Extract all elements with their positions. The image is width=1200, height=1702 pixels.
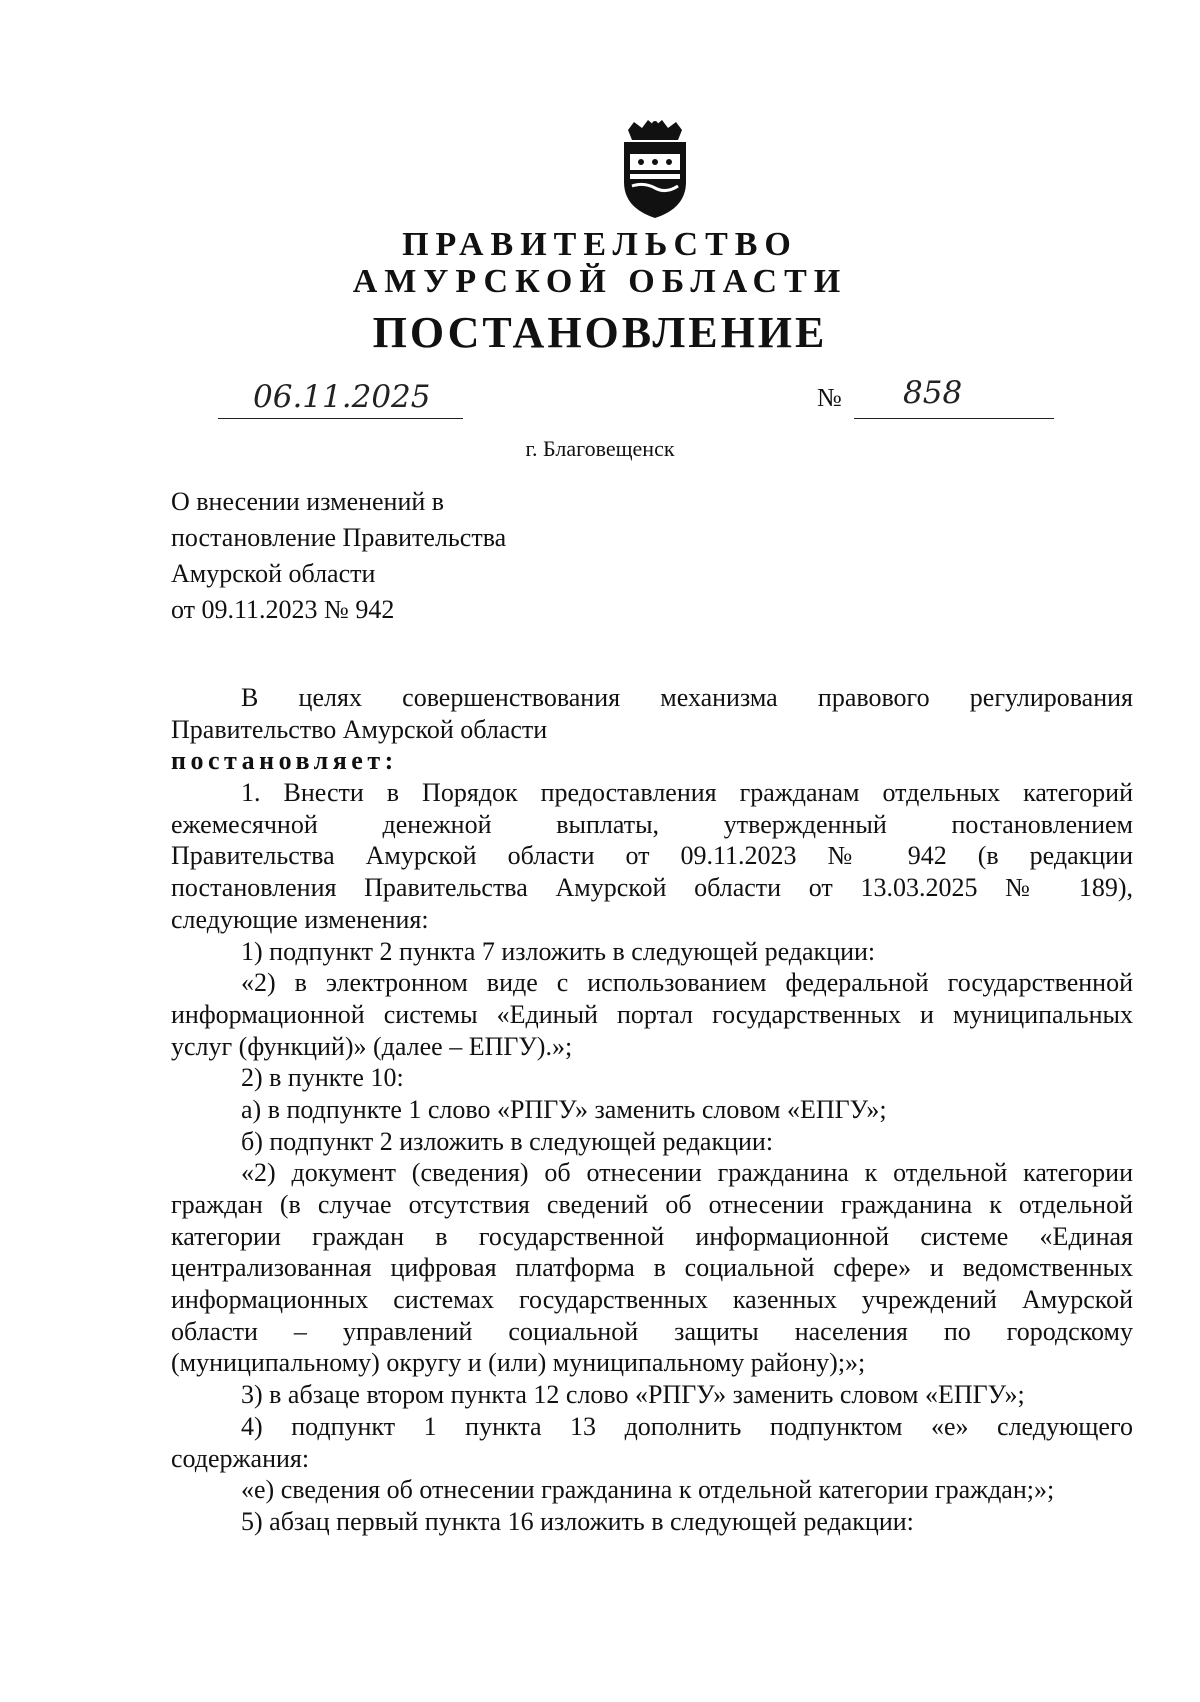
body-line: информационных системах государственных казенных учреждений Амурской [171,1285,1133,1315]
subject-line: от 09.11.2023 № 942 [171,595,395,624]
subject-line: постановление Правительства [171,523,507,552]
document-type-title: ПОСТАНОВЛЕНИЕ [372,308,828,357]
body-line: постановления Правительства Амурской области от 13.03.2025 № 189), [171,873,1133,903]
resolves-heading: постановляет: [171,746,398,776]
document-subject [171,484,731,628]
body-line: (муниципальному) округу и (или) муниципальному району);»; [171,1348,866,1378]
body-line: ежемесячной денежной выплаты, утвержденный постановлением [171,809,1133,839]
body-line: «2) документ (сведения) об отнесении гражданина к отдельной категории [241,1158,1133,1188]
body-line: «е) сведения об отнесении гражданина к отдельной категории граждан;»; [241,1475,1055,1505]
document-date: 06.11.2025 [253,379,431,415]
org-name-line1: ПРАВИТЕЛЬСТВО [402,226,798,263]
coat-of-arms-icon [614,120,696,220]
body-line: услуг (функций)» (далее – ЕПГУ).»; [171,1031,573,1061]
body-line: Правительство Амурской области [171,714,548,744]
body-line: граждан (в случае отсутствия сведений об отнесении гражданина к отдельной [171,1190,1133,1219]
document-number: 858 [903,375,963,411]
body-line: б) подпункт 2 изложить в следующей редакции: [241,1126,774,1156]
body-line: В целях совершенствования механизма правового регулирования [241,683,1133,712]
body-line: содержания: [171,1443,310,1473]
body-line: 2) в пункте 10: [241,1063,404,1093]
body-line: 4) подпункт 1 пункта 13 дополнить подпунктом «е» следующего [241,1411,1133,1441]
body-line: Правительства Амурской области от 09.11.2023 № 942 (в редакции [171,841,1133,871]
subject-line: О внесении изменений в [171,487,445,516]
subject-line: Амурской области [171,559,376,588]
body-line: централизованная цифровая платформа в социальной сфере» и ведомственных [171,1253,1133,1283]
body-line: информационной системы «Единый портал государственных и муниципальных [171,999,1133,1029]
body-line: «2) в электронном виде с использованием федеральной государственной [241,968,1133,998]
document-body [171,682,1133,1538]
city-name: г. Благовещенск [525,436,675,461]
body-line: 5) абзац первый пункта 16 изложить в следующей редакции: [241,1506,914,1536]
body-line: а) в подпункте 1 слово «РПГУ» заменить словом «ЕПГУ»; [241,1094,887,1124]
body-line: 1. Внести в Порядок предоставления гражданам отдельных категорий [241,778,1133,808]
body-line: области – управлений социальной защиты населения по городскому [171,1316,1133,1346]
number-sign: № [817,383,842,412]
org-name-line2: АМУРСКОЙ ОБЛАСТИ [352,263,848,300]
body-line: 3) в абзаце втором пункта 12 слово «РПГУ» заменить словом «ЕПГУ»; [241,1380,1025,1410]
body-line: следующие изменения: [171,904,429,934]
body-line: категории граждан в государственной информационной системе «Единая [171,1221,1133,1251]
body-line: 1) подпункт 2 пункта 7 изложить в следующей редакции: [241,936,876,966]
